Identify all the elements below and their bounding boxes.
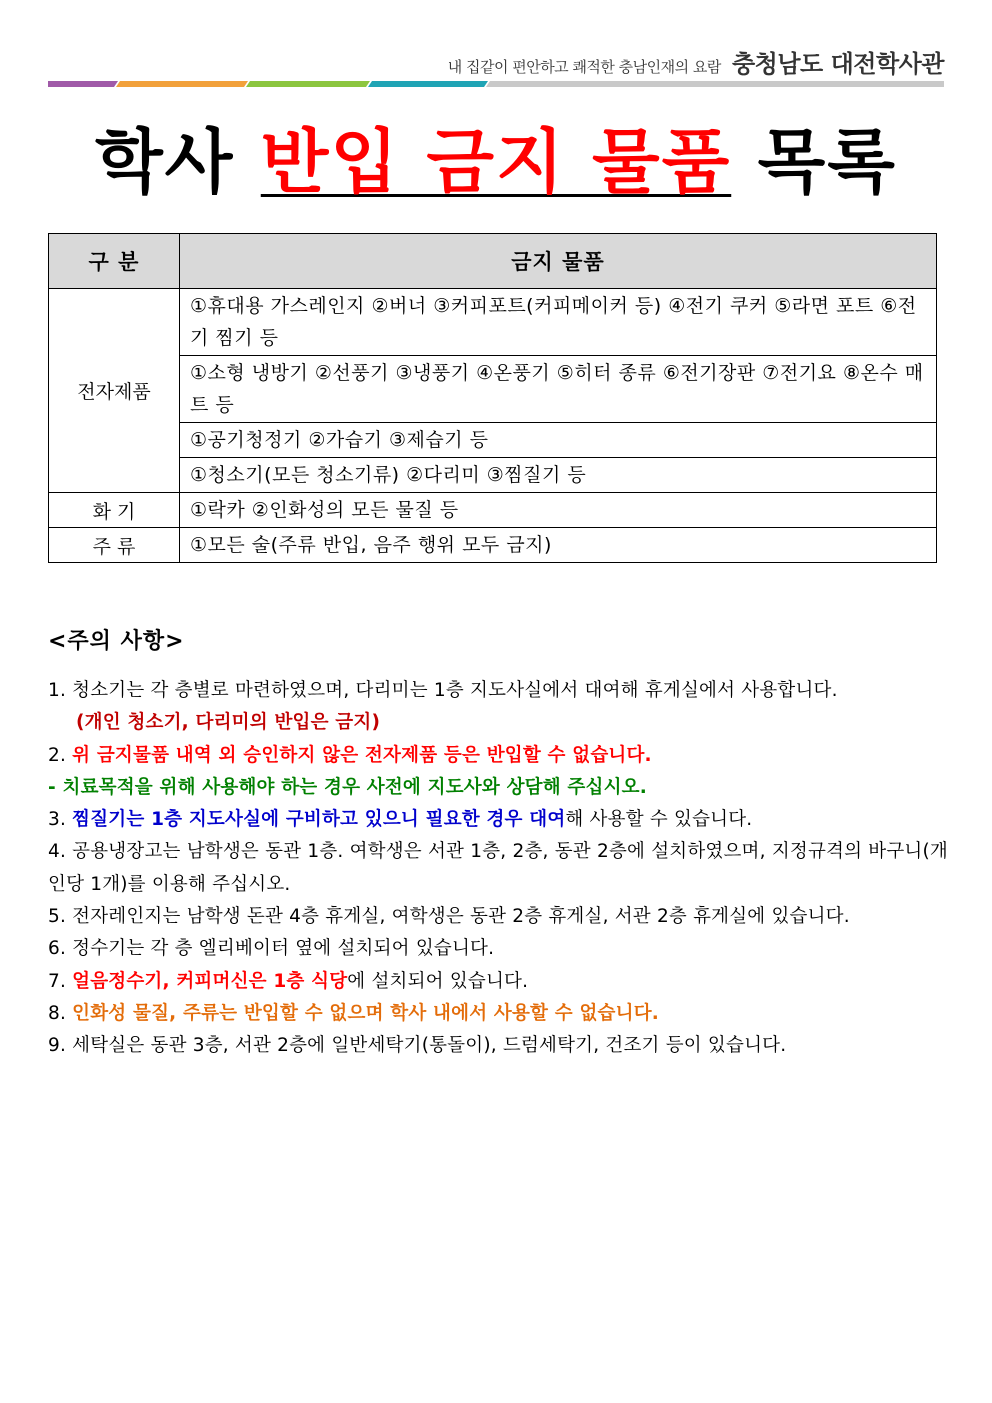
- table-row: [49, 528, 937, 563]
- header-color-stripe: [48, 78, 944, 90]
- note-item: 1. 청소기는 각 층별로 마련하였으며, 다리미는 1층 지도사실에서 대여해 휴게실에서 사용합니다.: [48, 680, 838, 701]
- table-row: [49, 458, 937, 493]
- notes-title: <주의 사항>: [48, 629, 185, 654]
- table-row: [49, 356, 937, 423]
- note-number: 2.: [48, 744, 73, 766]
- title-part1: 학사: [95, 121, 261, 203]
- table-row: [49, 493, 937, 528]
- header-category: 구 분: [49, 234, 180, 289]
- title-highlight: 반입 금지 물품: [260, 121, 732, 203]
- items-cell: ①락카 ②인화성의 모든 물질 등: [180, 493, 937, 528]
- header: [448, 44, 944, 79]
- note-item: [48, 966, 948, 998]
- items-cell: ①청소기(모든 청소기류) ②다리미 ③찜질기 등: [180, 458, 937, 493]
- table-header-row: [49, 234, 937, 289]
- note-subitem: - 치료목적을 위해 사용해야 하는 경우 사전에 지도사와 상담해 주십시오.: [48, 776, 647, 798]
- note-item: 9. 세탁실은 동관 3층, 서관 2층에 일반세탁기(통돌이), 드럼세탁기, 건조기 등이 있습니다.: [48, 1035, 787, 1057]
- header-org-name: 충청남도 대전학사관: [731, 49, 944, 78]
- note-text: 찜질기는 1층 지도사실에 구비하고 있으니 필요한 경우 대여: [72, 809, 566, 831]
- table-row: [49, 423, 937, 458]
- note-text: 해 사용할 수 있습니다.: [565, 809, 753, 831]
- note-item: 4. 공용냉장고는 남학생은 동관 1층. 여학생은 서관 1층, 2층, 동관 2층에 설치하였으며, 지정규격의 바구니(개인당 1개)를 이용해 주십시오.: [48, 841, 948, 895]
- note-item: 5. 전자레인지는 남학생 돈관 4층 휴게실, 여학생은 동관 2층 휴게실, 서관 2층 휴게실에 있습니다.: [48, 906, 850, 928]
- items-cell: ①휴대용 가스레인지 ②버너 ③커피포트(커피메이커 등) ④전기 쿠커 ⑤라면 포트 ⑥전기 찜기 등: [180, 289, 937, 356]
- items-cell: ①소형 냉방기 ②선풍기 ③냉풍기 ④온풍기 ⑤히터 종류 ⑥전기장판 ⑦전기요 ⑧온수 매트 등: [180, 356, 937, 423]
- header-slogan: 내 집같이 편안하고 쾌적한 충남인재의 요람: [447, 58, 721, 76]
- title-part2: 목록: [731, 121, 897, 203]
- note-item: [48, 998, 948, 1030]
- category-cell: 주 류: [49, 528, 180, 563]
- note-text: 얼음정수기, 커피머신은 1층 식당: [72, 970, 348, 992]
- items-cell: ①모든 술(주류 반입, 음주 행위 모두 금지): [180, 528, 937, 563]
- note-item: [48, 804, 948, 836]
- note-subitem: (개인 청소기, 다리미의 반입은 금지): [76, 712, 381, 734]
- note-number: 3.: [48, 809, 73, 831]
- page-title: [0, 106, 992, 207]
- category-cell: 전자제품: [49, 289, 180, 493]
- category-cell: 화 기: [49, 493, 180, 528]
- note-item: 6. 정수기는 각 층 엘리베이터 옆에 설치되어 있습니다.: [48, 938, 495, 960]
- note-number: 8.: [48, 1002, 73, 1024]
- note-number: 7.: [48, 970, 73, 992]
- note-text: 에 설치되어 있습니다.: [347, 970, 529, 992]
- note-text: 인화성 물질, 주류는 반입할 수 없으며 학사 내에서 사용할 수 없습니다.: [72, 1002, 659, 1024]
- note-text: 위 금지물품 내역 외 승인하지 않은 전자제품 등은 반입할 수 없습니다.: [72, 744, 652, 766]
- prohibited-items-table: [48, 233, 937, 563]
- header-items: 금지 물품: [180, 234, 937, 289]
- note-item: [48, 740, 948, 772]
- notes-section: [48, 624, 948, 1063]
- table-row: [49, 289, 937, 356]
- items-cell: ①공기청정기 ②가습기 ③제습기 등: [180, 423, 937, 458]
